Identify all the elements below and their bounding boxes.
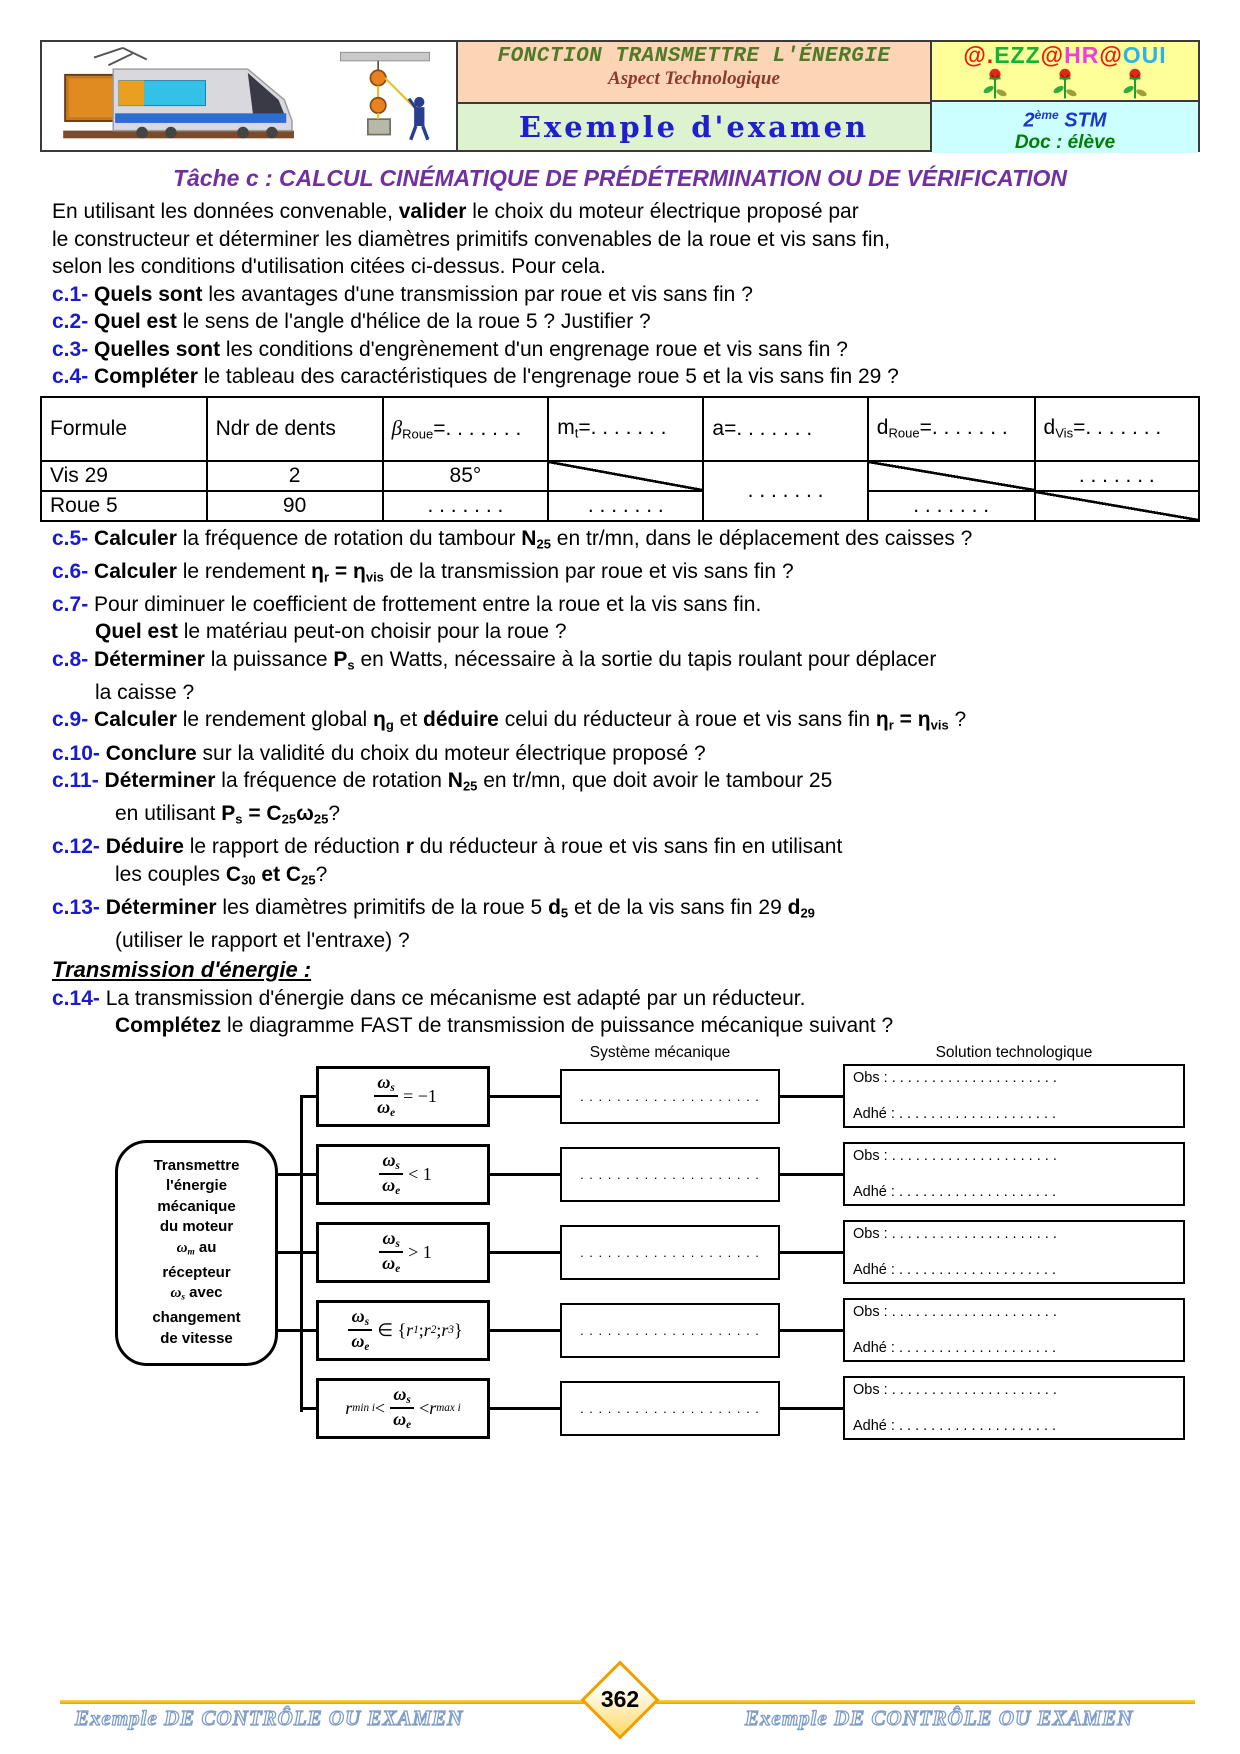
exam-title: Exemple d'examen bbox=[518, 110, 870, 144]
intro-line: selon les conditions d'utilisation citées ci-dessus. Pour cela. bbox=[52, 255, 606, 278]
footer-banner-right: Exemple DE CONTRÔLE OU EXAMEN bbox=[745, 1706, 1134, 1730]
omega-fraction: $\frac{\omega s}{\omega e}$ bbox=[379, 1228, 403, 1276]
column-label-mechanical-system: Système mécanique bbox=[589, 1043, 731, 1061]
question-line: c.7- Pour diminuer le coefficient de frottement entre la roue et la vis sans fin. bbox=[52, 592, 762, 616]
fast-root-line: changement bbox=[152, 1309, 241, 1327]
connector-line bbox=[490, 1407, 560, 1410]
question-line: c.8- Déterminer la puissance Ps en Watts, nécessaire à la sortie du tapis roulant pour déplacer bbox=[52, 647, 937, 673]
questions-block-2 bbox=[40, 525, 1200, 955]
omega-fraction: $\frac{\omega s}{\omega e}$ bbox=[374, 1072, 398, 1120]
footer-banner-left: Exemple DE CONTRÔLE OU EXAMEN bbox=[75, 1706, 464, 1730]
table-header-row bbox=[41, 397, 1199, 461]
subject-block bbox=[458, 42, 930, 104]
question-line: c.14- La transmission d'énergie dans ce mécanisme est adapté par un réducteur. bbox=[52, 986, 806, 1010]
mechanical-system-box: . . . . . . . . . . . . . . . . . . . . bbox=[560, 1381, 780, 1436]
obs-line: Obs : . . . . . . . . . . . . . . . . . . . . . bbox=[853, 1147, 1057, 1164]
fast-row bbox=[40, 1144, 1200, 1208]
technological-solution-box bbox=[843, 1376, 1185, 1440]
question-line: c.4- Compléter le tableau des caractéristiques de l'engrenage roue 5 et la vis sans fin 29 ? bbox=[52, 365, 899, 388]
fast-row bbox=[40, 1222, 1200, 1286]
speed-ratio-box: $\frac{\omega s}{\omega e}$ > 1 bbox=[316, 1222, 490, 1283]
cell-roue-label: Roue 5 bbox=[41, 491, 207, 521]
connector-line bbox=[300, 1407, 316, 1410]
cell-roue-dvis-crossed bbox=[1035, 491, 1199, 521]
fast-root-line: de vitesse bbox=[160, 1329, 233, 1347]
flower-icon bbox=[982, 68, 1008, 100]
question-line: en utilisant Ps = C25ω25? bbox=[115, 802, 341, 827]
grade-label: 2ème STM bbox=[1023, 108, 1107, 132]
fast-row bbox=[40, 1066, 1200, 1130]
question-line: c.13- Déterminer les diamètres primitifs de la roue 5 d5 et de la vis sans fin 29 d29 bbox=[52, 895, 815, 921]
table-row-roue bbox=[41, 491, 1199, 521]
obs-line: Obs : . . . . . . . . . . . . . . . . . . . . . bbox=[853, 1225, 1057, 1242]
exam-title-cell bbox=[458, 104, 930, 150]
cell-roue-beta: . . . . . . . bbox=[383, 491, 549, 521]
mechanical-system-box: . . . . . . . . . . . . . . . . . . . . bbox=[560, 1225, 780, 1280]
subject-subtitle: Aspect Technologique bbox=[608, 68, 780, 89]
question-line: les couples C30 et C25? bbox=[115, 862, 328, 888]
obs-line: Obs : . . . . . . . . . . . . . . . . . . . . . bbox=[853, 1069, 1057, 1086]
cell-vis-mt-crossed bbox=[548, 461, 703, 491]
question-line: (utiliser le rapport et l'entraxe) ? bbox=[115, 929, 410, 953]
technological-solution-box bbox=[843, 1298, 1185, 1362]
fast-row bbox=[40, 1300, 1200, 1364]
questions-block-1 bbox=[40, 281, 1200, 391]
header-table bbox=[40, 40, 1200, 152]
fast-root-line: Transmettre bbox=[153, 1156, 240, 1174]
fast-root-line: mécanique bbox=[157, 1197, 236, 1215]
fast-root-line: ωs avec bbox=[170, 1284, 223, 1303]
obs-line: Obs : . . . . . . . . . . . . . . . . . . . . . bbox=[853, 1381, 1057, 1398]
col-header-droue: dRoue=. . . . . . . bbox=[868, 397, 1035, 461]
header-subject-cell bbox=[458, 42, 930, 150]
adhe-line: Adhé : . . . . . . . . . . . . . . . . . . . . bbox=[853, 1417, 1057, 1434]
mechanical-system-box: . . . . . . . . . . . . . . . . . . . . bbox=[560, 1147, 780, 1202]
connector-line bbox=[780, 1407, 843, 1410]
col-header-mt: mt=. . . . . . . bbox=[548, 397, 703, 461]
connector-line bbox=[490, 1095, 560, 1098]
page-number: 362 bbox=[600, 1686, 640, 1712]
cell-a-value: . . . . . . . bbox=[703, 461, 867, 521]
connector-stub bbox=[278, 1329, 302, 1332]
col-header-dents: Ndr de dents bbox=[207, 397, 383, 461]
connector-line bbox=[490, 1251, 560, 1254]
connector-line bbox=[300, 1095, 316, 1098]
question-line: c.10- Conclure sur la validité du choix du moteur électrique proposé ? bbox=[52, 741, 706, 765]
speed-ratio-box: $\frac{\omega s}{\omega e}$ = −1 bbox=[316, 1066, 490, 1127]
connector-line bbox=[780, 1095, 843, 1098]
technological-solution-box bbox=[843, 1064, 1185, 1128]
fast-root-line: ωm au bbox=[176, 1238, 217, 1258]
fast-root-line: récepteur bbox=[162, 1263, 231, 1281]
adhe-line: Adhé : . . . . . . . . . . . . . . . . . . . . bbox=[853, 1339, 1057, 1356]
speed-ratio-box: $\frac{\omega s}{\omega e}$ < 1 bbox=[316, 1144, 490, 1205]
question-line: c.11- Déterminer la fréquence de rotation N25 en tr/mn, que doit avoir le tambour 25 bbox=[52, 769, 833, 794]
question-line: c.12- Déduire le rapport de réduction r du réducteur à roue et vis sans fin en utilisant bbox=[52, 835, 843, 859]
flower-icon bbox=[1122, 68, 1148, 100]
fast-root-line: l'énergie bbox=[165, 1177, 228, 1195]
omega-fraction: $\frac{\omega s}{\omega e}$ bbox=[379, 1150, 403, 1198]
flower-row bbox=[932, 68, 1198, 100]
connector-line bbox=[300, 1251, 316, 1254]
question-line: Quel est le matériau peut-on choisir pour la roue ? bbox=[95, 620, 567, 644]
technological-solution-box bbox=[843, 1220, 1185, 1284]
mechanical-system-box: . . . . . . . . . . . . . . . . . . . . bbox=[560, 1303, 780, 1358]
adhe-line: Adhé : . . . . . . . . . . . . . . . . . . . . bbox=[853, 1183, 1057, 1200]
connector-line bbox=[780, 1251, 843, 1254]
question-line: c.5- Calculer la fréquence de rotation du tambour N25 en tr/mn, dans le déplacement des caisses ? bbox=[52, 526, 973, 552]
question-line: c.1- Quels sont les avantages d'une transmission par roue et vis sans fin ? bbox=[52, 282, 753, 306]
subject-title: FONCTION TRANSMETTRE L'ÉNERGIE bbox=[497, 45, 891, 68]
fast-diagram bbox=[40, 1044, 1200, 1468]
pulley-image bbox=[325, 45, 445, 147]
connector-line bbox=[780, 1173, 843, 1176]
connector-line bbox=[490, 1329, 560, 1332]
connector-line bbox=[490, 1173, 560, 1176]
doc-type-label: Doc : élève bbox=[1014, 131, 1116, 153]
section-heading: Transmission d'énergie : bbox=[52, 956, 312, 982]
train-image bbox=[53, 46, 308, 146]
intro-line: le constructeur et déterminer les diamètres primitifs convenables de la roue et vis sans fin, bbox=[52, 227, 891, 251]
connector-line bbox=[300, 1329, 316, 1332]
gear-characteristics-table bbox=[40, 396, 1200, 522]
connector-stub bbox=[278, 1251, 302, 1254]
connector-stub bbox=[278, 1173, 302, 1176]
cell-roue-dents: 90 bbox=[207, 491, 383, 521]
cell-roue-droue: . . . . . . . bbox=[868, 491, 1035, 521]
task-title: Tâche c : CALCUL CINÉMATIQUE DE PRÉDÉTERMINATION OU DE VÉRIFICATION bbox=[172, 165, 1068, 191]
fast-row bbox=[40, 1378, 1200, 1442]
cell-vis-dents: 2 bbox=[207, 461, 383, 491]
col-header-beta: βRoue=. . . . . . . bbox=[383, 397, 549, 461]
question-line: c.3- Quelles sont les conditions d'engrènement d'un engrenage roue et vis sans fin ? bbox=[52, 337, 848, 361]
obs-line: Obs : . . . . . . . . . . . . . . . . . . . . . bbox=[853, 1303, 1057, 1320]
speed-ratio-box: r min i < $\frac{\omega s}{\omega e}$ < r max i bbox=[316, 1378, 490, 1439]
column-label-technological-solution: Solution technologique bbox=[935, 1043, 1093, 1061]
question-line: la caisse ? bbox=[95, 680, 195, 704]
question-line: c.2- Quel est le sens de l'angle d'hélice de la roue 5 ? Justifier ? bbox=[52, 310, 651, 333]
flower-icon bbox=[1052, 68, 1078, 100]
connector-line bbox=[300, 1173, 316, 1176]
col-header-formule: Formule bbox=[41, 397, 207, 461]
speed-ratio-box: $\frac{\omega s}{\omega e}$ ∈ { r 1 ; r 2 ; r 3 } bbox=[316, 1300, 490, 1361]
cell-vis-droue-crossed bbox=[868, 461, 1035, 491]
cell-roue-mt: . . . . . . . bbox=[548, 491, 703, 521]
question-line: Complétez le diagramme FAST de transmission de puissance mécanique suivant ? bbox=[115, 1014, 894, 1038]
fast-root-line: du moteur bbox=[159, 1218, 234, 1236]
omega-fraction: $\frac{\omega s}{\omega e}$ bbox=[390, 1384, 414, 1432]
question-line: c.6- Calculer le rendement ηr = ηvis de la transmission par roue et vis sans fin ? bbox=[52, 559, 794, 585]
author-name: @.EZZ@HR@OUI bbox=[963, 42, 1167, 68]
table-row-vis bbox=[41, 461, 1199, 491]
connector-line bbox=[780, 1329, 843, 1332]
cell-vis-dvis: . . . . . . . bbox=[1035, 461, 1199, 491]
intro-paragraph bbox=[40, 198, 1200, 281]
intro-line: En utilisant les données convenable, valider le choix du moteur électrique proposé par bbox=[52, 200, 859, 223]
omega-fraction: $\frac{\omega s}{\omega e}$ bbox=[348, 1306, 372, 1354]
cell-vis-label: Vis 29 bbox=[41, 461, 207, 491]
questions-block-3 bbox=[40, 985, 1200, 1040]
author-block bbox=[932, 42, 1198, 102]
cell-vis-beta: 85° bbox=[383, 461, 549, 491]
adhe-line: Adhé : . . . . . . . . . . . . . . . . . . . . bbox=[853, 1105, 1057, 1122]
adhe-line: Adhé : . . . . . . . . . . . . . . . . . . . . bbox=[853, 1261, 1057, 1278]
header-images-cell bbox=[42, 42, 458, 150]
technological-solution-box bbox=[843, 1142, 1185, 1206]
question-line: c.9- Calculer le rendement global ηg et déduire celui du réducteur à roue et vis sans fin ηr = ηvis ? bbox=[52, 708, 967, 734]
col-header-a: a=. . . . . . . bbox=[703, 397, 867, 461]
col-header-dvis: dVis=. . . . . . . bbox=[1035, 397, 1199, 461]
header-author-cell bbox=[930, 42, 1198, 153]
grade-block bbox=[932, 102, 1198, 153]
mechanical-system-box: . . . . . . . . . . . . . . . . . . . . bbox=[560, 1069, 780, 1124]
